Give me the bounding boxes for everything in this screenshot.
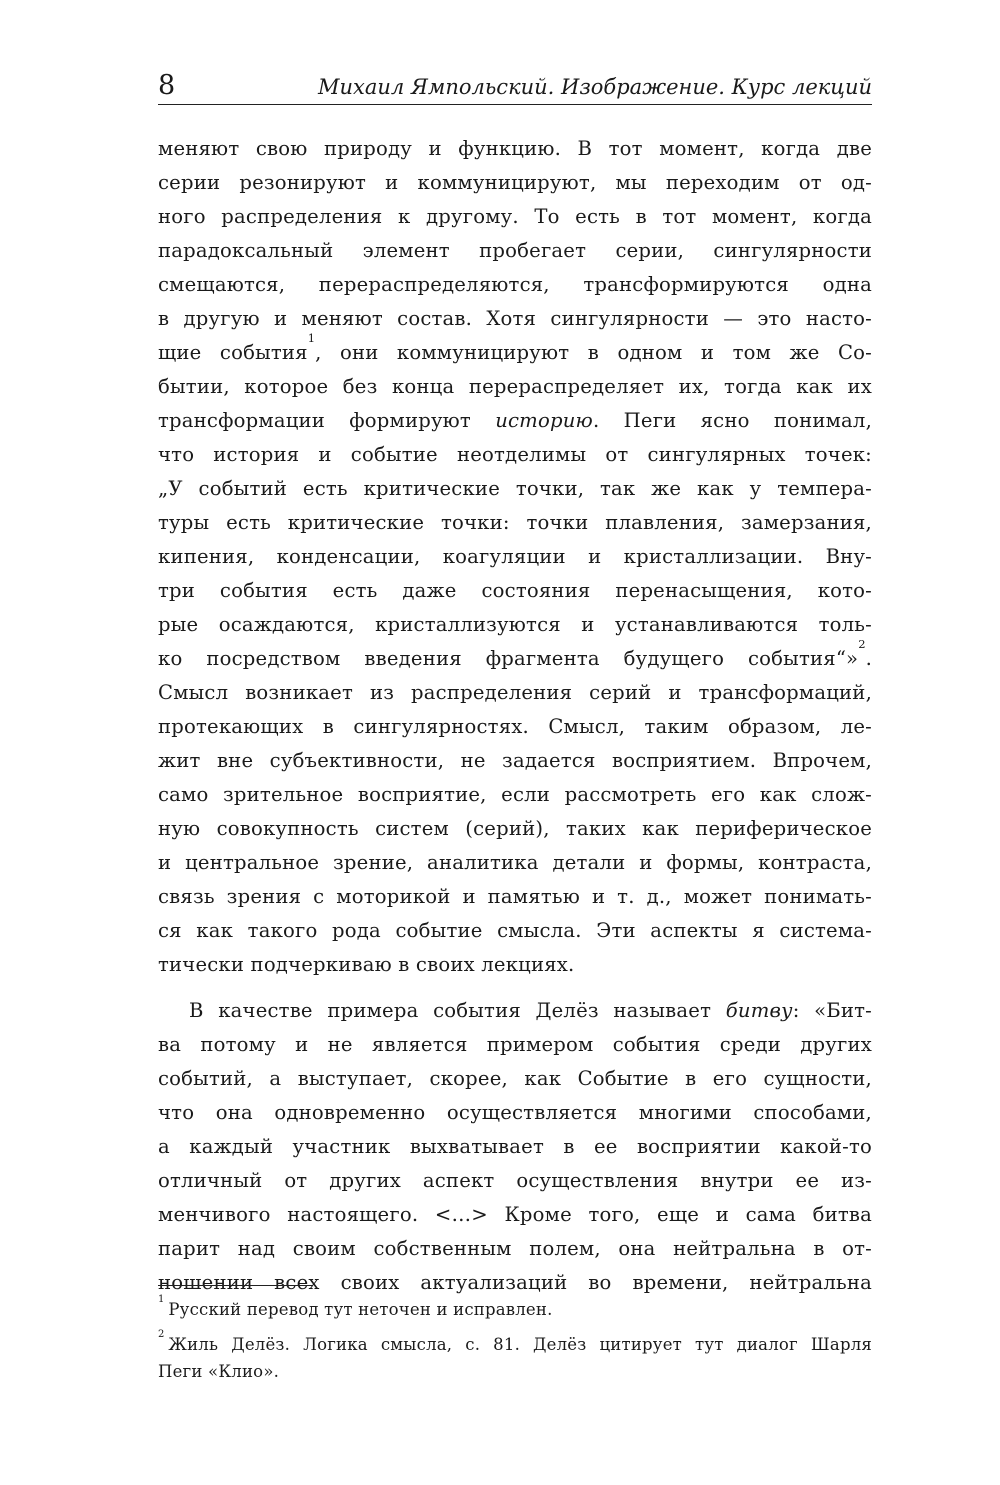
body-line: что история и событие неотделимы от сингулярных точек: — [158, 443, 872, 466]
body-line — [158, 637, 872, 676]
footnote-2-continuation: Пеги «Клио». — [158, 1362, 280, 1381]
body-line: отличный от других аспект осуществления внутри ее из- — [158, 1169, 872, 1192]
footnote-reference[interactable]: 2 — [858, 637, 866, 652]
body-line: протекающих в сингулярностях. Смысл, таким образом, ле- — [158, 715, 872, 738]
body-line: что она одновременно осуществляется многими способами, — [158, 1101, 872, 1124]
footnotes — [158, 1293, 872, 1385]
header-rule — [158, 104, 872, 105]
emphasis: историю — [495, 409, 593, 432]
body-line: три события есть даже состояния перенасыщения, кото- — [158, 579, 872, 602]
text-run: . Пеги ясно понимал, — [592, 409, 872, 432]
text-run: В качестве примера события Делёз называет — [189, 999, 726, 1022]
text-run: ко посредством введения фрагмента будущего события“» — [158, 647, 859, 670]
running-head: Михаил Ямпольский. Изображение. Курс лекций — [318, 75, 872, 99]
footnote-rule — [158, 1285, 313, 1286]
footnote-2 — [158, 1328, 872, 1358]
body-line: само зрительное восприятие, если рассмотреть его как слож- — [158, 783, 872, 806]
text-run: , они коммуницируют в одном и том же Со- — [315, 341, 872, 364]
body-line: кипения, конденсации, коагуляции и кристаллизации. Вну- — [158, 545, 872, 568]
body-line: а каждый участник выхватывает в ее восприятии какой-то — [158, 1135, 872, 1158]
footnote-mark: 2 — [158, 1328, 165, 1340]
text-run: . — [865, 647, 872, 670]
body-line: Смысл возникает из распределения серий и трансформаций, — [158, 681, 872, 704]
footnote-text: Жиль Делёз. Логика смысла, с. 81. Делёз цитирует тут диалог Шарля — [168, 1335, 872, 1354]
body-line: бытии, которое без конца перераспределяет их, тогда как их — [158, 375, 872, 398]
body-line: рые осаждаются, кристаллизуются и устанавливаются толь- — [158, 613, 872, 636]
text-run: : «Бит- — [792, 999, 873, 1022]
body-line: серии резонируют и коммуницируют, мы переходим от од- — [158, 171, 872, 194]
emphasis: битву — [725, 999, 793, 1022]
footnote-1 — [158, 1293, 872, 1323]
body-line: туры есть критические точки: точки плавления, замерзания, — [158, 511, 872, 534]
text-run: трансформации формируют — [158, 409, 496, 432]
body-line: парадоксальный элемент пробегает серии, сингулярности — [158, 239, 872, 262]
text-run: щие события — [158, 341, 308, 364]
body-line: ся как такого рода событие смысла. Эти аспекты я система- — [158, 919, 872, 942]
body-line: парит над своим собственным полем, она нейтральна в от- — [158, 1237, 872, 1260]
body-line: меняют свою природу и функцию. В тот момент, когда две — [158, 137, 872, 160]
body-line: ного распределения к другому. То есть в тот момент, когда — [158, 205, 872, 228]
footnote-text: Русский перевод тут неточен и исправлен. — [168, 1300, 553, 1319]
footnote-mark: 1 — [158, 1293, 165, 1305]
body-line — [158, 331, 872, 370]
body-line: тически подчеркиваю в своих лекциях. — [158, 953, 575, 976]
body-line: „У событий есть критические точки, так же как у темпера- — [158, 477, 872, 500]
footnote-reference[interactable]: 1 — [307, 331, 316, 346]
body-line — [158, 994, 872, 1028]
body-line: связь зрения с моторикой и памятью и т. д., может понимать- — [158, 885, 872, 908]
body-line: жит вне субъективности, не задается восприятием. Впрочем, — [158, 749, 872, 772]
body-line: ва потому и не является примером события среди других — [158, 1033, 872, 1056]
body-line — [158, 404, 872, 438]
body-line: событий, а выступает, скорее, как Событие в его сущности, — [158, 1067, 872, 1090]
page-number: 8 — [158, 70, 176, 101]
body-line: менчивого настоящего. <…> Кроме того, еще и сама битва — [158, 1203, 872, 1226]
body-line: в другую и меняют состав. Хотя сингулярности — это насто- — [158, 307, 872, 330]
body-line: ношении всех своих актуализаций во времени, нейтральна — [158, 1271, 872, 1294]
body-line: ную совокупность систем (серий), таких как периферическое — [158, 817, 872, 840]
body-line: и центральное зрение, аналитика детали и формы, контраста, — [158, 851, 872, 874]
body-line: смещаются, перераспределяются, трансформируются одна — [158, 273, 872, 296]
body-text — [158, 132, 872, 1300]
